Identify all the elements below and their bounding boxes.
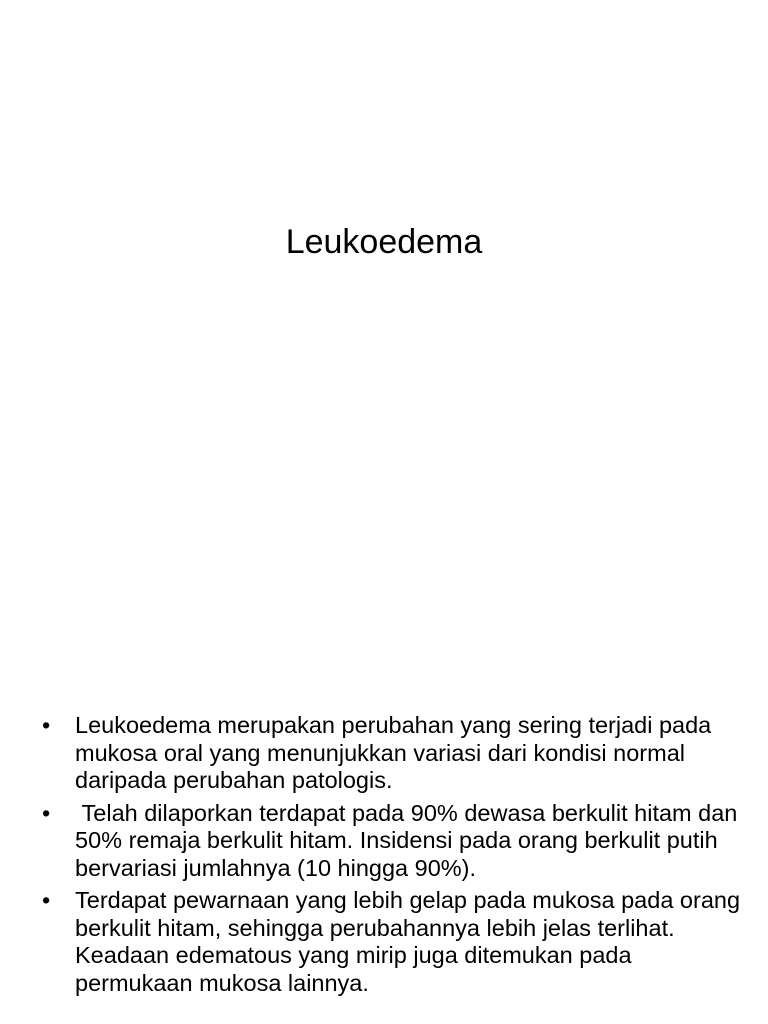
- slide-title: Leukoedema: [285, 223, 483, 261]
- bullet-marker: •: [42, 799, 51, 826]
- bullet-text: Terdapat pewarnaan yang lebih gelap pada mukosa pada orang berkulit hitam, sehingga perubahannya lebih jelas terlihat. Keadaan edematous yang mirip juga ditemukan pada permukaan mukosa lainnya.: [75, 887, 741, 996]
- bullet-text: Leukoedema merupakan perubahan yang sering terjadi pada mukosa oral yang menunjukkan variasi dari kondisi normal daripada perubahan patologis.: [75, 712, 712, 793]
- bullet-marker: •: [42, 887, 51, 913]
- bullet-item: [42, 887, 742, 997]
- bullet-item: [42, 712, 742, 795]
- bullet-list: [42, 712, 742, 1002]
- bullet-text: Telah dilaporkan terdapat pada 90% dewasa berkulit hitam dan 50% remaja berkulit hitam. Insidensi pada orang berkulit putih bervariasi jumlahnya (10 hingga 90%).: [75, 799, 744, 881]
- bullet-item: [42, 800, 742, 883]
- bullet-marker: •: [42, 712, 51, 738]
